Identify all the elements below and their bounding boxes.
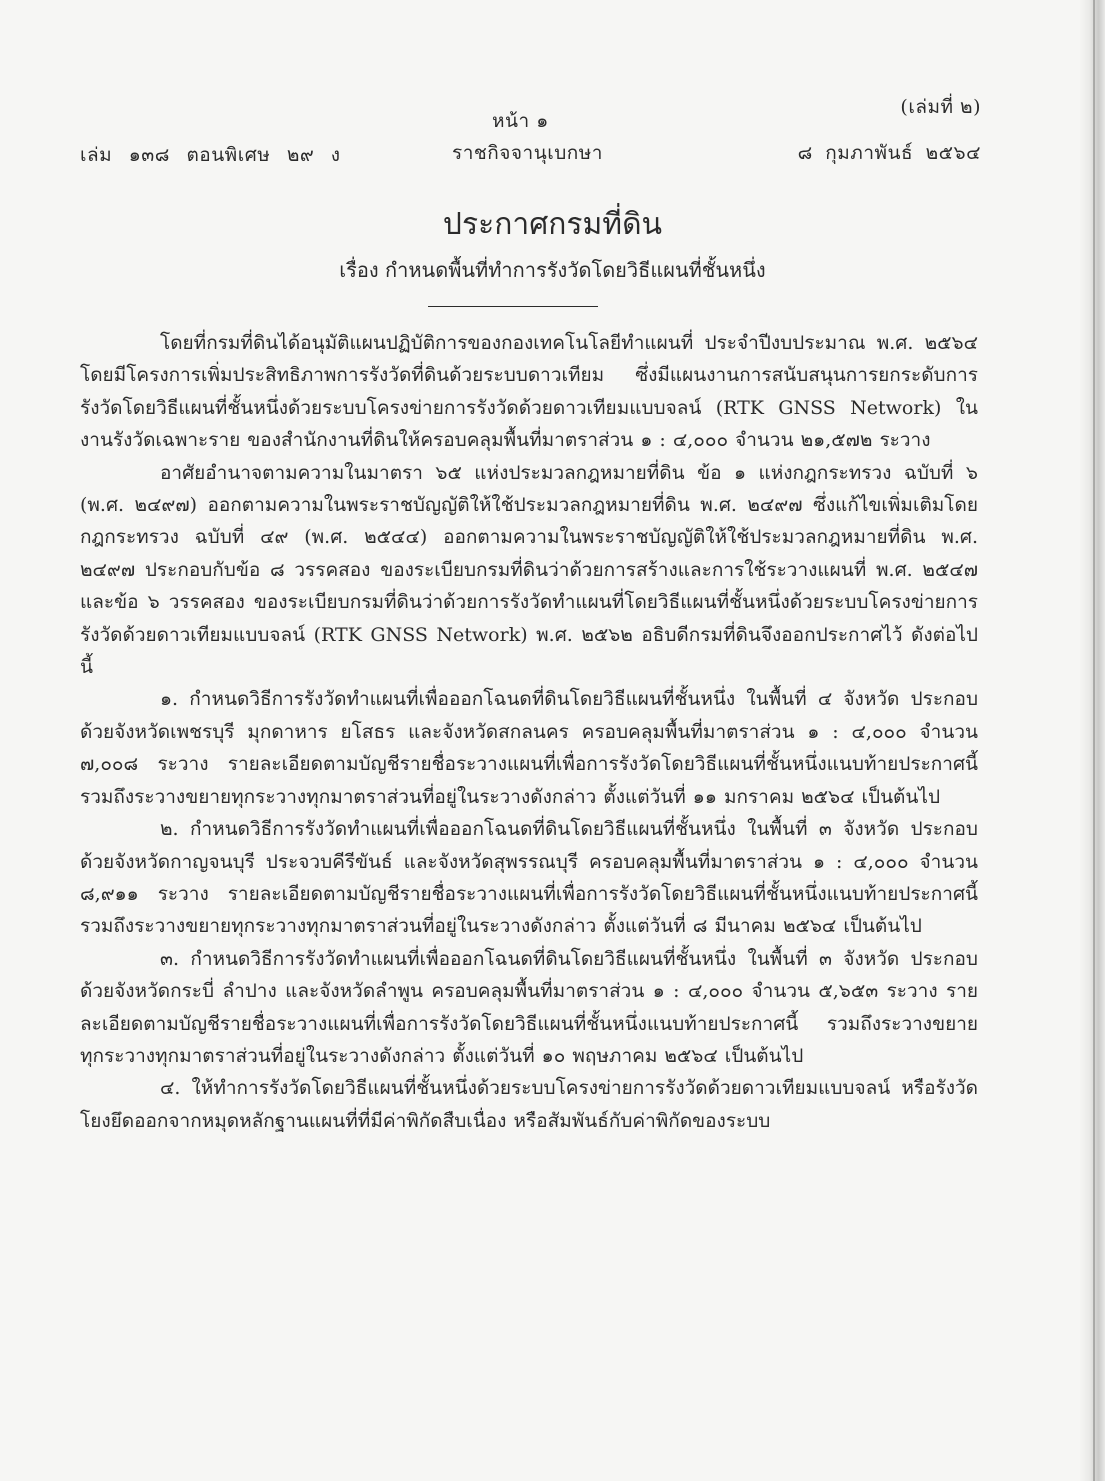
paragraph-clause-4: ๔. ให้ทำการรังวัดโดยวิธีแผนที่ชั้นหนึ่งด้วยระบบโครงข่ายการรังวัดด้วยดาวเทียมแบบจลน์ หรือรังวัดโยงยึดออกจากหมุดหลักฐานแผนที่ที่มีค่าพิกัดสืบเนื่อง หรือสัมพันธ์กับค่าพิกัดของระบบ bbox=[80, 1077, 978, 1132]
paragraph-clause-3: ๓. กำหนดวิธีการรังวัดทำแผนที่เพื่อออกโฉนดที่ดินโดยวิธีแผนที่ชั้นหนึ่ง ในพื้นที่ ๓ จังหวัด ประกอบด้วยจังหวัดกระบี่ ลำปาง และจังหวัดลำพูน ครอบคลุมพื้นที่มาตราส่วน ๑ : ๔,๐๐๐ จำนวน ๕,๖๕๓ ระวาง รายละเอียดตามบัญชีรายชื่อระวางแผนที่เพื่อการรังวัดโดยวิธีแผนที่ชั้นหนึ่งแนบท้ายประกาศนี้ รวมถึงระวางขยายทุกระวางทุกมาตราส่วนที่อยู่ในระวางดังกล่าว ตั้งแต่วันที่ ๑๐ พฤษภาคม ๒๕๖๔ เป็นต้นไป bbox=[80, 947, 978, 1067]
paragraph-clause-1: ๑. กำหนดวิธีการรังวัดทำแผนที่เพื่อออกโฉนดที่ดินโดยวิธีแผนที่ชั้นหนึ่ง ในพื้นที่ ๔ จังหวัด ประกอบด้วยจังหวัดเพชรบุรี มุกดาหาร ยโสธร และจังหวัดสกลนคร ครอบคลุมพื้นที่มาตราส่วน ๑ : ๔,๐๐๐ จำนวน ๗,๐๐๘ ระวาง รายละเอียดตามบัญชีรายชื่อระวางแผนที่เพื่อการรังวัดโดยวิธีแผนที่ชั้นหนึ่งแนบท้ายประกาศนี้ รวมถึงระวางขยายทุกระวางทุกมาตราส่วนที่อยู่ในระวางดังกล่าว ตั้งแต่วันที่ ๑๑ มกราคม ๒๕๖๔ เป็นต้นไป bbox=[80, 688, 978, 808]
paragraph-legal-basis: อาศัยอำนาจตามความในมาตรา ๖๕ แห่งประมวลกฎหมายที่ดิน ข้อ ๑ แห่งกฎกระทรวง ฉบับที่ ๖ (พ.ศ. ๒๔๙๗) ออกตามความในพระราชบัญญัติให้ใช้ประมวลกฎหมายที่ดิน พ.ศ. ๒๔๙๗ ซึ่งแก้ไขเพิ่มเติมโดยกฎกระทรวง ฉบับที่ ๔๙ (พ.ศ. ๒๕๔๔) ออกตามความในพระราชบัญญัติให้ใช้ประมวลกฎหมายที่ดิน พ.ศ. ๒๔๙๗ ประกอบกับข้อ ๘ วรรคสอง ของระเบียบกรมที่ดินว่าด้วยการสร้างและการใช้ระวางแผนที่ พ.ศ. ๒๕๔๗ และข้อ ๖ วรรคสอง ของระเบียบกรมที่ดินว่าด้วยการรังวัดทำแผนที่โดยวิธีแผนที่ชั้นหนึ่งด้วยระบบโครงข่ายการรังวัดด้วยดาวเทียมแบบจลน์ (RTK GNSS Network) พ.ศ. ๒๕๖๒ อธิบดีกรมที่ดินจึงออกประกาศไว้ ดังต่อไปนี้ bbox=[80, 461, 978, 679]
page-edge-shadow bbox=[1079, 0, 1105, 1481]
paragraph-clause-2: ๒. กำหนดวิธีการรังวัดทำแผนที่เพื่อออกโฉนดที่ดินโดยวิธีแผนที่ชั้นหนึ่ง ในพื้นที่ ๓ จังหวัด ประกอบด้วยจังหวัดกาญจนบุรี ประจวบคีรีขันธ์ และจังหวัดสุพรรณบุรี ครอบคลุมพื้นที่มาตราส่วน ๑ : ๔,๐๐๐ จำนวน ๘,๙๑๑ ระวาง รายละเอียดตามบัญชีรายชื่อระวางแผนที่เพื่อการรังวัดโดยวิธีแผนที่ชั้นหนึ่งแนบท้ายประกาศนี้ รวมถึงระวางขยายทุกระวางทุกมาตราส่วนที่อยู่ในระวางดังกล่าว ตั้งแต่วันที่ ๘ มีนาคม ๒๕๖๔ เป็นต้นไป bbox=[80, 818, 978, 938]
issue-number: เล่ม ๑๓๘ ตอนพิเศษ ๒๙ ง bbox=[80, 144, 341, 166]
page-number: หน้า ๑ bbox=[492, 110, 549, 132]
announcement-subject: เรื่อง กำหนดพื้นที่ทำการรังวัดโดยวิธีแผนที่ชั้นหนึ่ง bbox=[339, 258, 766, 282]
paragraph-preamble: โดยที่กรมที่ดินได้อนุมัติแผนปฏิบัติการของกองเทคโนโลยีทำแผนที่ ประจำปีงบประมาณ พ.ศ. ๒๕๖๔ โดยมีโครงการเพิ่มประสิทธิภาพการรังวัดที่ดินด้วยระบบดาวเทียม ซึ่งมีแผนงานการสนับสนุนการยกระดับการรังวัดโดยวิธีแผนที่ชั้นหนึ่งด้วยระบบโครงข่ายการรังวัดด้วยดาวเทียมแบบจลน์ (RTK GNSS Network) ในงานรังวัดเฉพาะราย ของสำนักงานที่ดินให้ครอบคลุมพื้นที่มาตราส่วน ๑ : ๔,๐๐๐ จำนวน ๒๑,๕๗๒ ระวาง bbox=[80, 332, 978, 452]
title-divider bbox=[428, 306, 598, 307]
announcement-body bbox=[80, 327, 978, 1137]
announcement-title: ประกาศกรมที่ดิน bbox=[442, 207, 663, 242]
publication-date: ๘ กุมภาพันธ์ ๒๕๖๔ bbox=[797, 142, 981, 164]
book-number: (เล่มที่ ๒) bbox=[900, 96, 981, 118]
gazette-name: ราชกิจจานุเบกษา bbox=[452, 142, 603, 164]
page-edge-line bbox=[1093, 0, 1095, 1481]
